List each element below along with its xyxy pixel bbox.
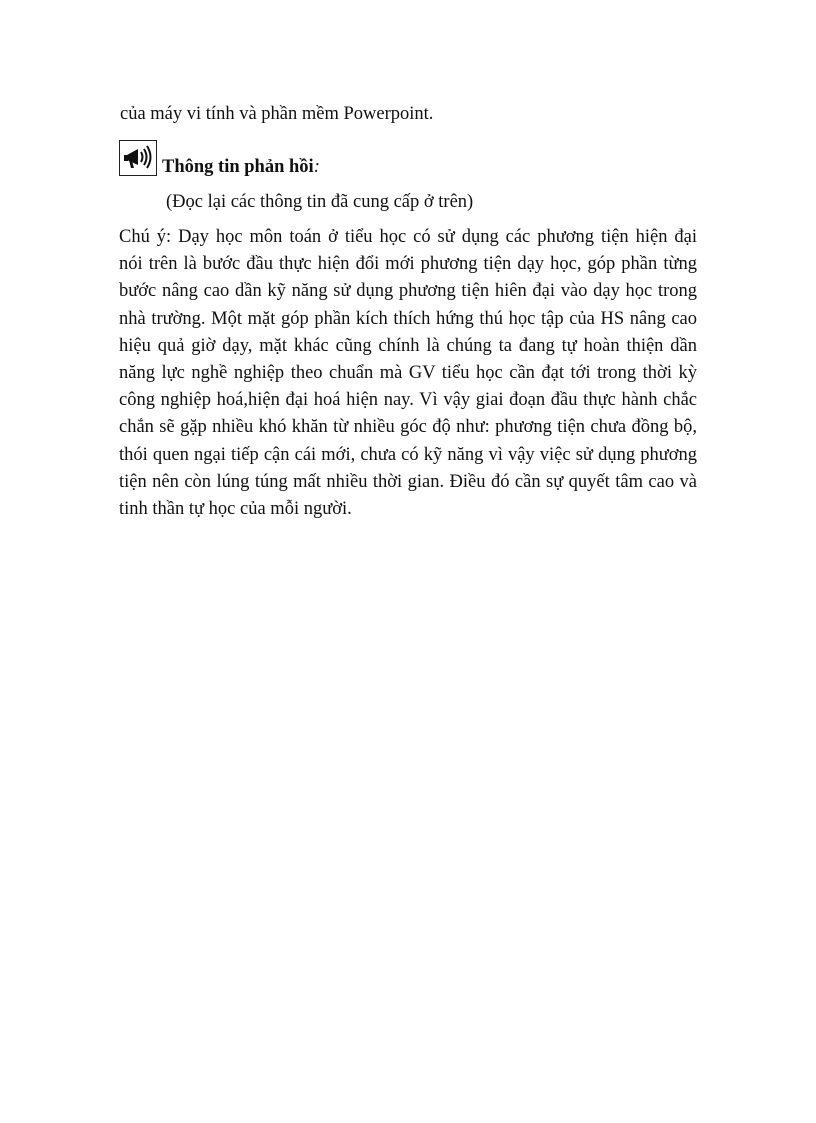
body-line: tinh thần tự học của mỗi người. (119, 498, 352, 519)
feedback-heading (162, 156, 320, 178)
megaphone-icon (119, 140, 157, 176)
body-line: Chú ý: Dạy học môn toán ở tiểu học có sử dụng các phương tiện hiện đại (119, 227, 697, 247)
body-line: chắn sẽ gặp nhiều khó khăn từ nhiều góc độ như: phương tiện chưa đồng bộ, (119, 417, 697, 438)
body-line: hiệu quả giờ dạy, mặt khác cũng chính là chúng ta đang tự hoàn thiện dần (119, 335, 697, 356)
body-line: tiện nên còn lúng túng mất nhiều thời gian. Điều đó cần sự quyết tâm cao và (119, 471, 697, 492)
body-line: năng lực nghề nghiệp theo chuẩn mà GV tiểu học cần đạt tới trong thời kỳ (119, 362, 697, 383)
feedback-note: (Đọc lại các thông tin đã cung cấp ở trên) (166, 192, 474, 212)
intro-line: của máy vi tính và phần mềm Powerpoint. (120, 104, 434, 124)
body-line: thói quen ngại tiếp cận cái mới, chưa có kỹ năng vì vậy việc sử dụng phương (119, 444, 697, 465)
feedback-heading-colon: : (313, 157, 320, 177)
body-line: nhà trường. Một mặt góp phần kích thích hứng thú học tập của HS nâng cao (119, 308, 697, 329)
feedback-heading-text: Thông tin phản hồi (162, 157, 314, 177)
body-line: nói trên là bước đầu thực hiện đổi mới phương tiện dạy học, góp phần từng (119, 254, 697, 275)
body-line: bước nâng cao dần kỹ năng sử dụng phương tiện hiên đại vào dạy học trong (119, 281, 697, 302)
body-line: công nghiệp hoá,hiện đại hoá hiện nay. Vì vậy giai đoạn đầu thực hành chắc (119, 390, 697, 411)
body-paragraph (119, 224, 697, 523)
